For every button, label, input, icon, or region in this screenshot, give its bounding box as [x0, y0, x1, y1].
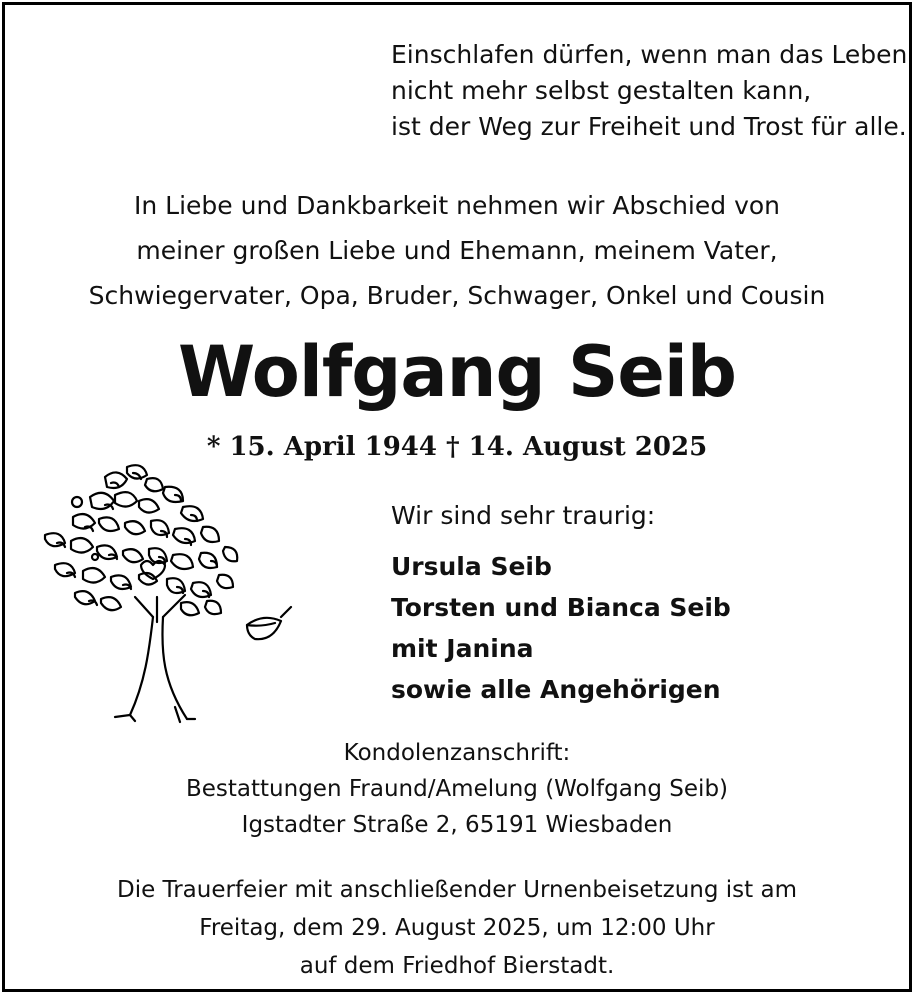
funeral-service-info	[5, 871, 909, 985]
motto-verse	[391, 37, 911, 145]
life-dates: * 15. April 1944 † 14. August 2025	[206, 432, 708, 462]
mourner-name: mit Janina	[391, 634, 534, 663]
mourners-list	[391, 546, 731, 710]
mourner-name: Ursula Seib	[391, 552, 552, 581]
obituary-notice	[2, 2, 912, 992]
service-line: Freitag, dem 29. August 2025, um 12:00 Uhr	[199, 915, 715, 941]
service-line: auf dem Friedhof Bierstadt.	[299, 953, 615, 979]
condolence-line: Bestattungen Fraund/Amelung (Wolfgang Seib)	[185, 776, 729, 802]
mourner-name: Torsten und Bianca Seib	[391, 593, 731, 622]
condolence-line: Kondolenzanschrift:	[343, 740, 571, 766]
farewell-intro	[5, 183, 909, 318]
intro-line: In Liebe und Dankbarkeit nehmen wir Abschied von	[133, 191, 781, 220]
service-line: Die Trauerfeier mit anschließender Urnenbeisetzung ist am	[116, 877, 797, 903]
motto-line: ist der Weg zur Freiheit und Trost für alle.	[391, 112, 907, 141]
mourner-name: sowie alle Angehörigen	[391, 675, 721, 704]
condolence-line: Igstadter Straße 2, 65191 Wiesbaden	[241, 812, 673, 838]
condolence-address	[5, 735, 909, 843]
intro-line: Schwiegervater, Opa, Bruder, Schwager, Onkel und Cousin	[88, 281, 826, 310]
mourners-intro: Wir sind sehr traurig:	[391, 501, 656, 530]
motto-line: nicht mehr selbst gestalten kann,	[391, 76, 812, 105]
intro-line: meiner großen Liebe und Ehemann, meinem Vater,	[136, 236, 778, 265]
tree-icon	[35, 457, 295, 727]
motto-line: Einschlafen dürfen, wenn man das Leben	[391, 40, 908, 69]
deceased-name: Wolfgang Seib	[178, 331, 736, 413]
